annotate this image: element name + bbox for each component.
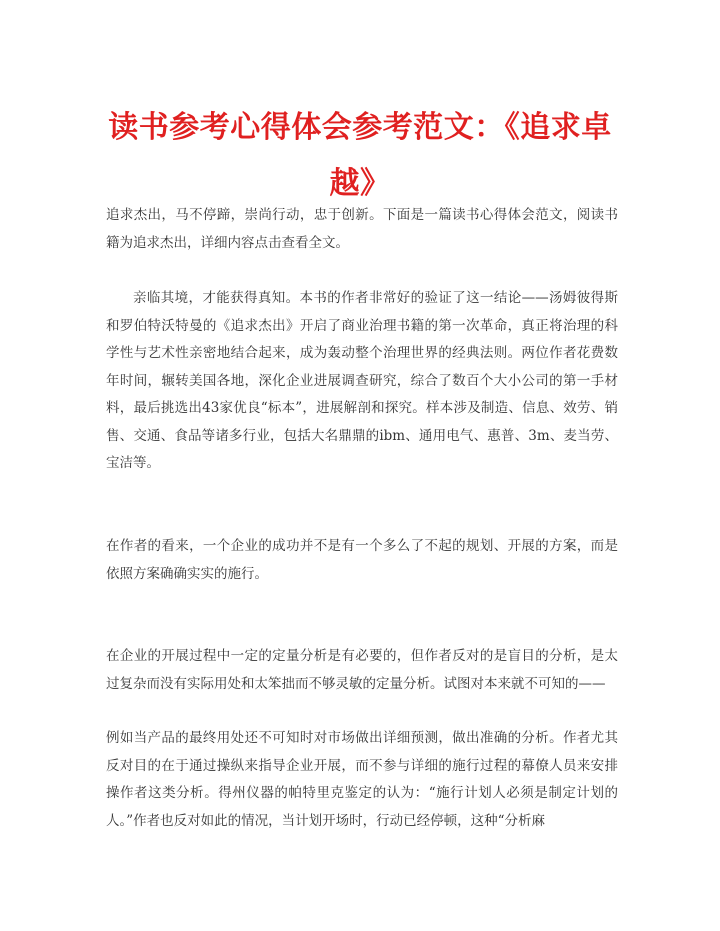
document-title: 读书参考心得体会参考范文：《追求卓越》 (108, 110, 612, 201)
intro-paragraph: 追求杰出，马不停蹄，崇尚行动，忠于创新。下面是一篇读书心得体会范文，阅读书籍为追求杰出，详细内容点击查看全文。 (106, 207, 618, 251)
body-paragraph-1: 亲临其境，才能获得真知。本书的作者非常好的验证了这一结论——汤姆彼得斯和罗伯特沃特曼的《追求杰出》开启了商业治理书籍的第一次革命，真正将治理的科学性与艺术性亲密地结合起来，成为轰动整个治理世界的经典法则。两位作者花费数年时间，辗转美国各地，深化企业进展调查研究，综合了数百个大小公司的第一手材料，最后挑选出43家优良“标本”，进展解剖和探究。样本涉及制造、信息、效劳、销售、交通、食品等诸多行业，包括大名鼎鼎的ibm、通用电气、惠普、3m、麦当劳、宝洁等。 (106, 290, 618, 471)
body-paragraph-4: 例如当产品的最终用处还不可知时对市场做出详细预测，做出准确的分析。作者尤其反对目的在于通过操纵来指导企业开展，而不参与详细的施行过程的幕僚人员来安排操作者这类分析。得州仪器的帕特里克鉴定的认为：“施行计划人必须是制定计划的人。”作者也反对如此的情况，当计划开场时，行动已经停顿，这种“分析麻 (106, 730, 618, 829)
body-paragraph-3: 在企业的开展过程中一定的定量分析是有必要的，但作者反对的是盲目的分析，是太过复杂而没有实际用处和太笨拙而不够灵敏的定量分析。试图对本来就不可知的—— (106, 648, 618, 692)
body-paragraph-2: 在作者的看来，一个企业的成功并不是有一个多么了不起的规划、开展的方案，而是依照方案确确实实的施行。 (106, 538, 618, 582)
